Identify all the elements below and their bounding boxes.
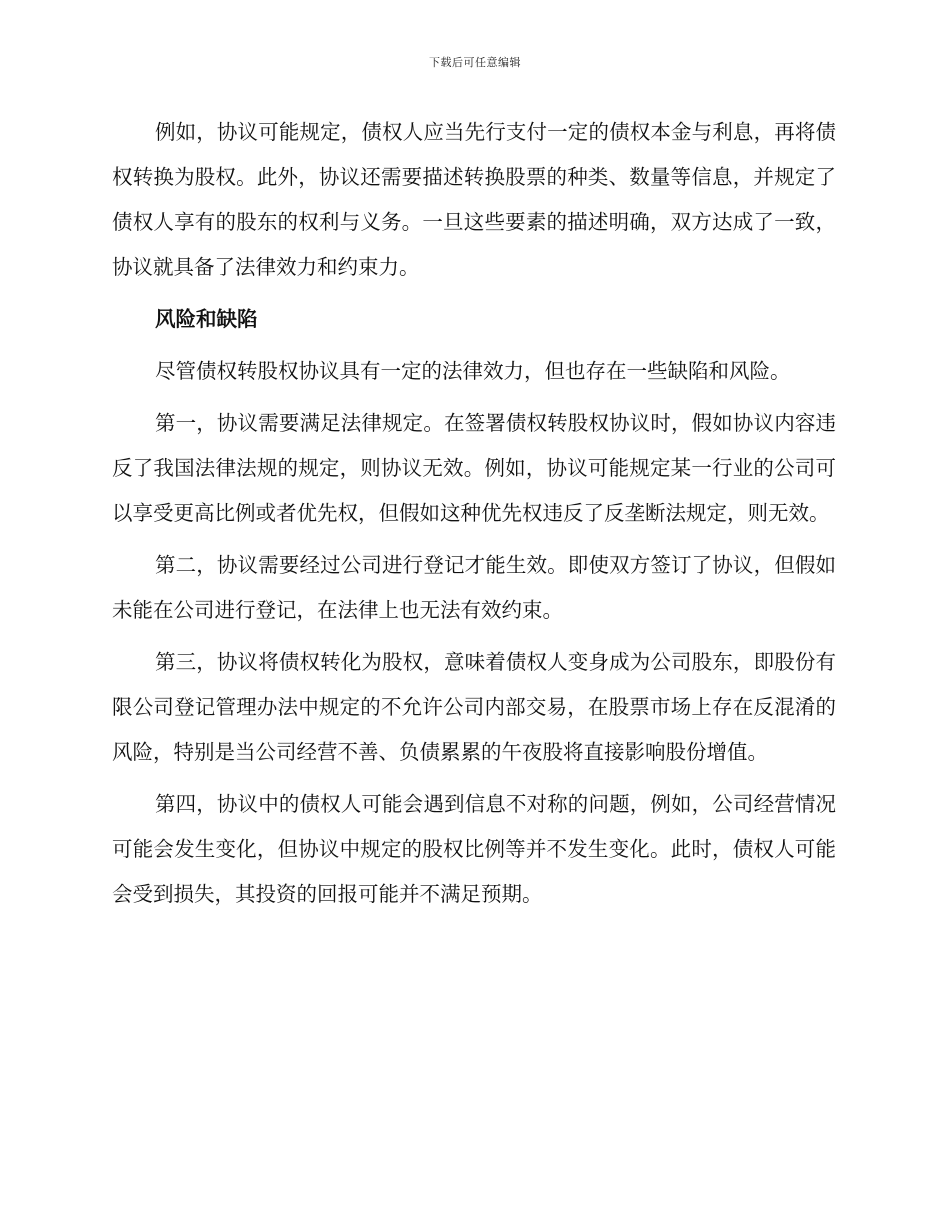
paragraph-1: 例如，协议可能规定，债权人应当先行支付一定的债权本金与利息，再将债权转换为股权。此外，协议还需要描述转换股票的种类、数量等信息，并规定了债权人享有的股东的权利与义务。一旦这些要素的描述明确，双方达成了一致，协议就具备了法律效力和约束力。 [112,120,836,279]
page-header: 下载后可任意编辑 [429,56,521,69]
paragraph-3: 第一，协议需要满足法律规定。在签署债权转股权协议时，假如协议内容违反了我国法律法规的规定，则协议无效。例如，协议可能规定某一行业的公司可以享受更高比例或者优先权，但假如这种优先权违反了反垄断法规定，则无效。 [112,411,836,525]
paragraph-6: 第四，协议中的债权人可能会遇到信息不对称的问题，例如，公司经营情况可能会发生变化，但协议中规定的股权比例等并不发生变化。此时，债权人可能会受到损失，其投资的回报可能并不满足预期。 [112,792,836,906]
paragraph-2: 尽管债权转股权协议具有一定的法律效力，但也存在一些缺陷和风险。 [155,359,791,383]
paragraph-4: 第二，协议需要经过公司进行登记才能生效。即使双方签订了协议，但假如未能在公司进行登记，在法律上也无法有效约束。 [112,553,836,622]
paragraph-5: 第三，协议将债权转化为股权，意味着债权人变身成为公司股东，即股份有限公司登记管理办法中规定的不允许公司内部交易，在股票市场上存在反混淆的风险，特别是当公司经营不善、负债累累的午夜股将直接影响股份增值。 [112,650,836,764]
document-body [112,110,836,924]
section-heading: 风险和缺陷 [155,307,258,331]
